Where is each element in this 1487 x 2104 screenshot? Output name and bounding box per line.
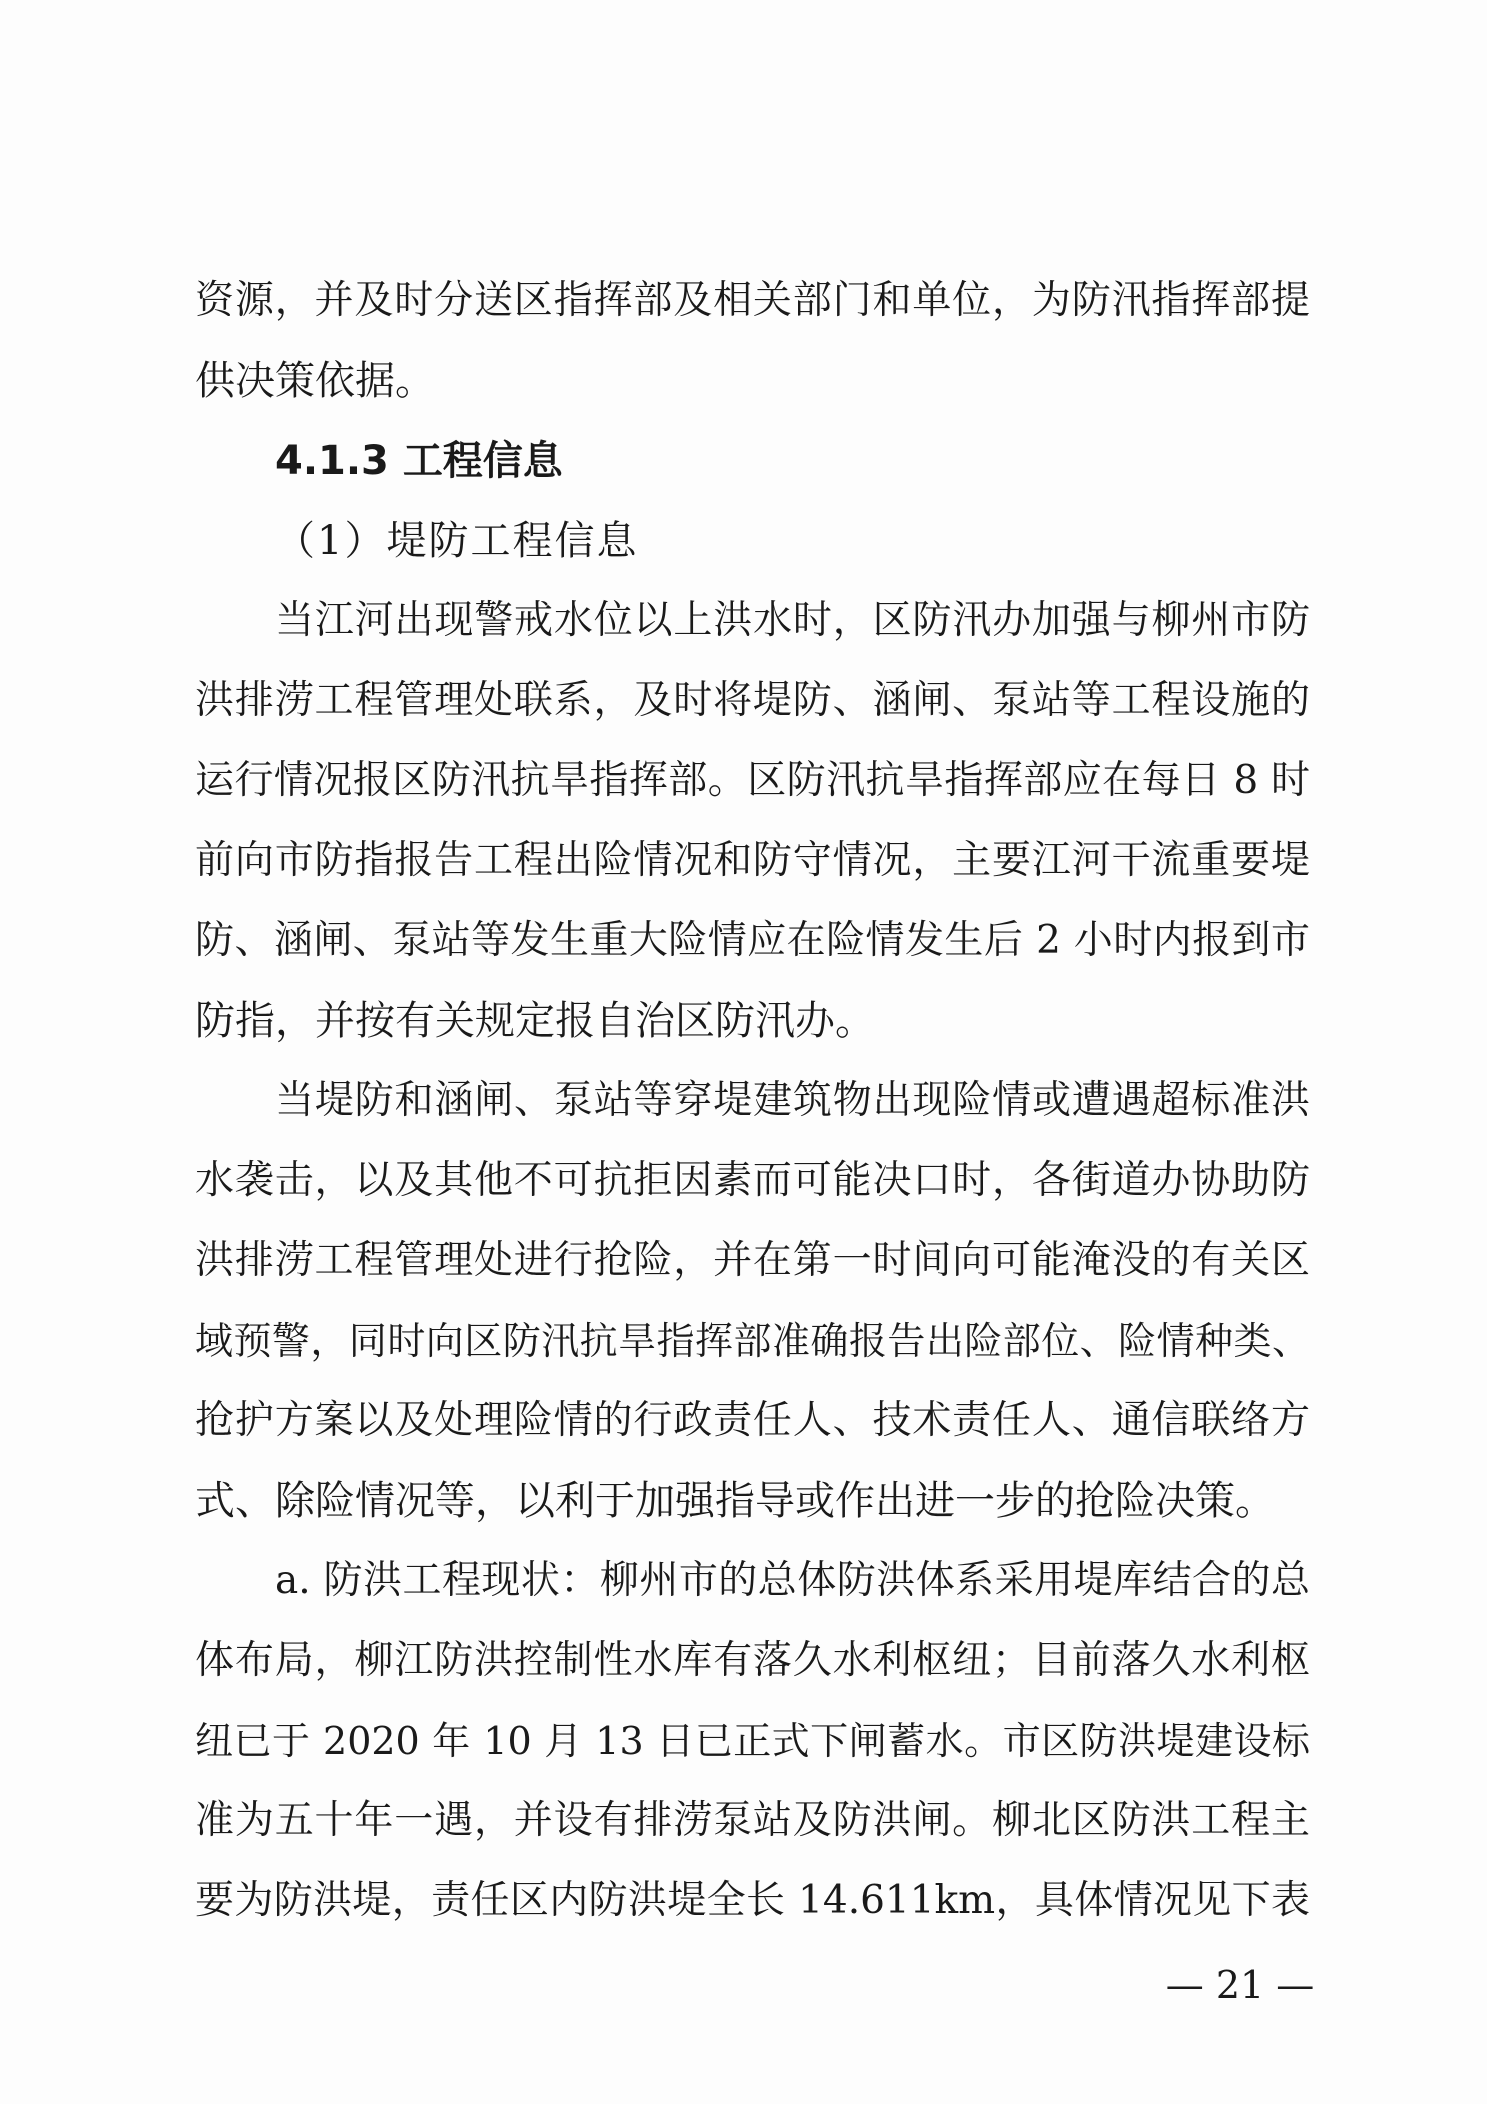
paragraph-line: 水袭击，以及其他不可抗拒因素而可能决口时，各街道办协助防 [195,1158,1310,1203]
paragraph-line: 防指，并按有关规定报自治区防汛办。 [195,998,875,1044]
paragraph-line: 运行情况报区防汛抗旱指挥部。区防汛抗旱指挥部应在每日 8 时 [195,758,1310,803]
paragraph-line: 前向市防指报告工程出险情况和防守情况，主要江河干流重要堤 [195,838,1310,883]
paragraph-line: 洪排涝工程管理处进行抢险，并在第一时间向可能淹没的有关区 [195,1238,1310,1283]
paragraph-line: 资源，并及时分送区指挥部及相关部门和单位，为防汛指挥部提 [195,278,1310,323]
paragraph-line: 当江河出现警戒水位以上洪水时，区防汛办加强与柳州市防 [275,598,1310,643]
paragraph-line: a. 防洪工程现状：柳州市的总体防洪体系采用堤库结合的总 [275,1558,1310,1603]
subsection-heading: （1）堤防工程信息 [275,518,639,564]
paragraph-line: 当堤防和涵闸、泵站等穿堤建筑物出现险情或遭遇超标准洪 [275,1078,1310,1123]
paragraph-line: 体布局，柳江防洪控制性水库有落久水利枢纽；目前落久水利枢 [195,1638,1310,1683]
paragraph-line: 洪排涝工程管理处联系，及时将堤防、涵闸、泵站等工程设施的 [195,678,1310,723]
section-heading: 4.1.3 工程信息 [275,438,563,484]
paragraph-line: 域预警，同时向区防汛抗旱指挥部准确报告出险部位、险情种类、 [195,1319,1310,1363]
paragraph-line: 式、除险情况等，以利于加强指导或作出进一步的抢险决策。 [195,1478,1275,1524]
paragraph-line: 供决策依据。 [195,358,435,404]
paragraph-line: 准为五十年一遇，并设有排涝泵站及防洪闸。柳北区防洪工程主 [195,1798,1310,1843]
page-number: — 21 — [1165,1963,1315,2007]
paragraph-line: 防、涵闸、泵站等发生重大险情应在险情发生后 2 小时内报到市 [195,918,1310,963]
paragraph-line: 要为防洪堤，责任区内防洪堤全长 14.611km，具体情况见下表 [195,1878,1310,1923]
paragraph-line: 抢护方案以及处理险情的行政责任人、技术责任人、通信联络方 [195,1398,1310,1443]
paragraph-line: 纽已于 2020 年 10 月 13 日已正式下闸蓄水。市区防洪堤建设标 [195,1719,1310,1763]
